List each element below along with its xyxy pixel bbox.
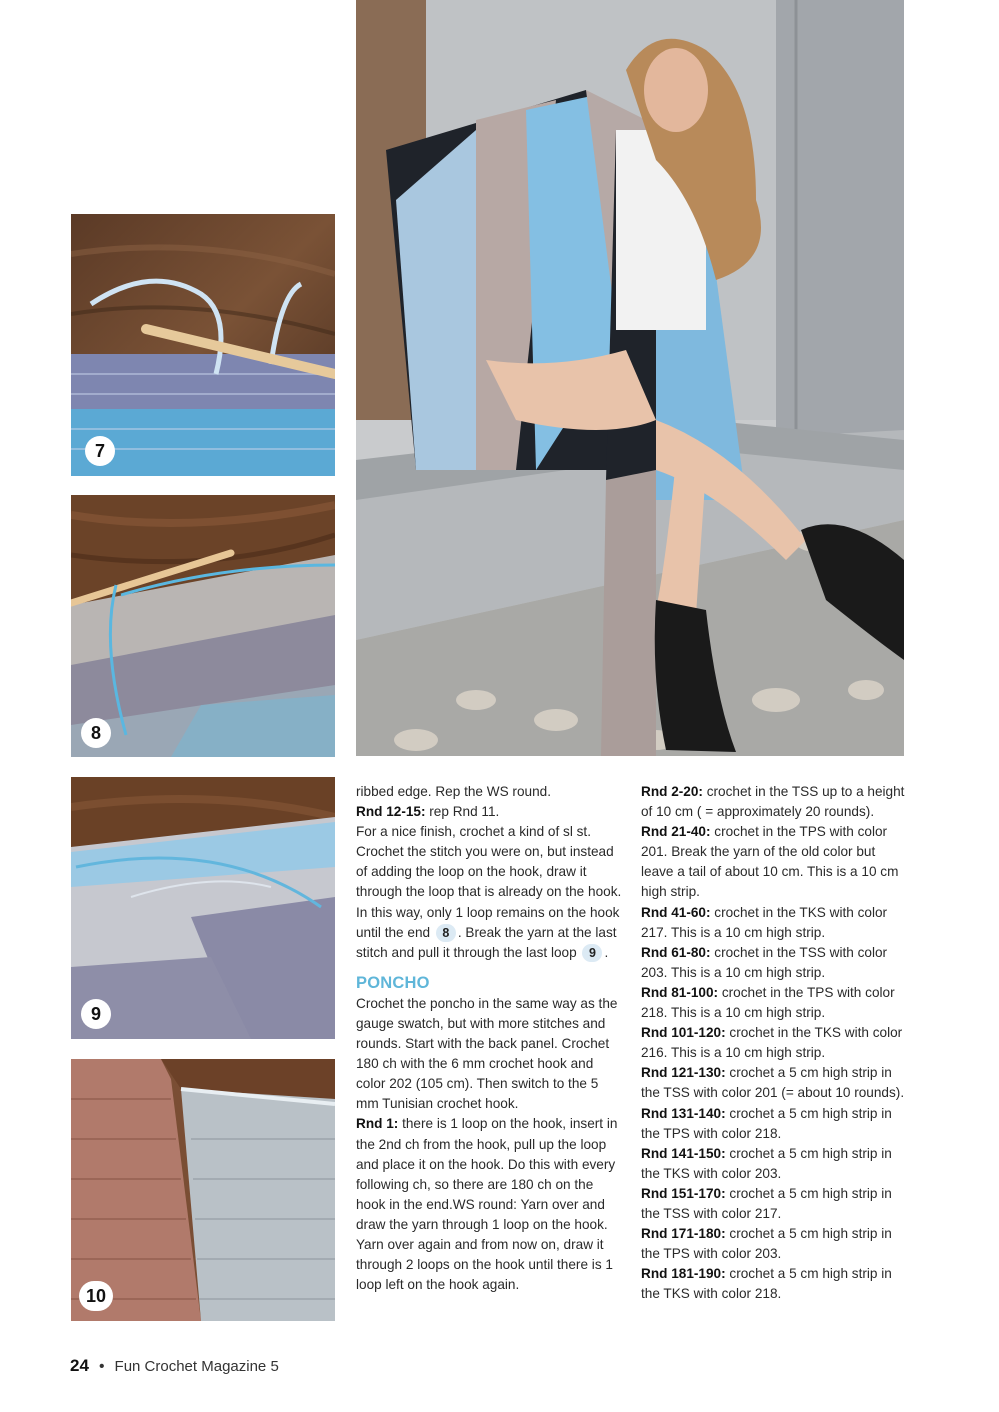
step-8-badge: 8 — [81, 718, 111, 748]
paragraph-rnd-12-15 — [356, 802, 624, 822]
step-9-badge: 9 — [81, 999, 111, 1029]
finish-text-3: . — [604, 944, 609, 960]
page-footer — [70, 1356, 279, 1376]
step-8-photo — [71, 495, 335, 757]
step-ref-8: 8 — [436, 924, 456, 942]
rnd-text: rep Rnd 11. — [425, 804, 500, 820]
paragraph-ribbed-edge: ribbed edge. Rep the WS round. — [356, 784, 551, 799]
rnd-label: Rnd 131-140: — [641, 1105, 726, 1121]
rnd-entry — [641, 1224, 909, 1264]
rnd-text: crochet a 5 cm high strip in the TKS with color 218. — [641, 1266, 892, 1302]
rnd-label: Rnd 12-15: — [356, 804, 426, 820]
rnd-entry — [641, 983, 909, 1023]
step-8-image — [71, 495, 335, 757]
rnd-label: Rnd 181-190: — [641, 1266, 726, 1282]
rnd-entry — [641, 1184, 909, 1224]
rnd-entry — [641, 782, 909, 822]
rnd-text: crochet in the TPS with color 218. This is a 10 cm high strip. — [641, 984, 895, 1021]
rnd-entry — [641, 1063, 909, 1103]
step-ref-9: 9 — [582, 944, 602, 962]
finish-text: For a nice finish, crochet a kind of sl st. Crochet the stitch you were on, but instead of adding the loop on the hook, draw it through the loop that is already on the hook. In this way, only 1 loop remains on the hook until the end — [356, 824, 622, 940]
step-7-badge: 7 — [85, 436, 115, 466]
rnd-entry — [641, 1264, 909, 1304]
paragraph-rnd-1 — [356, 1114, 624, 1295]
step-10-image — [71, 1059, 335, 1321]
rnd-entry — [641, 1144, 909, 1184]
paragraph-poncho-intro: Crochet the poncho in the same way as the gauge swatch, but with more stitches and rounds. Start with the back panel. Crochet 180 ch with the 6 mm crochet hook and color 202 (105 cm). Then switch to the 5 mm Tunisian crochet hook. — [356, 995, 618, 1112]
text-column-1 — [356, 782, 624, 1295]
step-9-image — [71, 777, 335, 1039]
rnd-label: Rnd 151-170: — [641, 1185, 726, 1201]
rnd-entry — [641, 943, 909, 983]
rnd-label: Rnd 2-20: — [641, 784, 703, 799]
rnd-text: crochet a 5 cm high strip in the TKS with color 203. — [641, 1145, 892, 1181]
rnd-text: crochet in the TPS with color 201. Break the yarn of the old color but leave a tail of about 10 cm. This is a 10 cm high strip. — [641, 824, 899, 900]
text-column-2 — [641, 782, 909, 1304]
step-7-photo — [71, 214, 335, 476]
footer-bullet: • — [99, 1358, 105, 1375]
rnd-text: crochet in the TKS with color 216. This is a 10 cm high strip. — [641, 1025, 903, 1061]
magazine-title: Fun Crochet Magazine 5 — [114, 1358, 279, 1375]
rnd-text: crochet a 5 cm high strip in the TSS with color 201 (= about 10 rounds). — [641, 1065, 905, 1101]
step-10-badge: 10 — [79, 1281, 113, 1311]
rnd-label: Rnd 121-130: — [641, 1065, 726, 1081]
rnd-label: Rnd 141-150: — [641, 1145, 726, 1161]
rnd-label: Rnd 81-100: — [641, 984, 719, 1000]
step-7-image — [71, 214, 335, 476]
rnd-text: crochet a 5 cm high strip in the TPS with color 218. — [641, 1105, 892, 1141]
rnd-text: crochet in the TSS up to a height of 10 cm ( = approximately 20 rounds). — [641, 784, 905, 820]
rnd-entry — [641, 822, 909, 902]
step-9-photo — [71, 777, 335, 1039]
model-image — [356, 0, 904, 756]
paragraph-finish — [356, 822, 624, 963]
rnd-text: crochet a 5 cm high strip in the TPS with color 203. — [641, 1226, 892, 1262]
rnd-label: Rnd 21-40: — [641, 824, 711, 840]
rnd-text: crochet in the TSS with color 203. This is a 10 cm high strip. — [641, 944, 888, 980]
rnd-label: Rnd 1: — [356, 1116, 399, 1132]
section-heading-poncho: PONCHO — [356, 973, 430, 992]
page-number: 24 — [70, 1356, 89, 1375]
rnd-text: crochet a 5 cm high strip in the TSS with color 217. — [641, 1185, 892, 1221]
finish-text-2: . Break the yarn at the last stitch and pull it through the last loop — [356, 924, 617, 960]
step-10-photo — [71, 1059, 335, 1321]
rnd-label: Rnd 101-120: — [641, 1025, 726, 1041]
rnd-text: crochet in the TKS with color 217. This is a 10 cm high strip. — [641, 904, 888, 940]
rnd-label: Rnd 171-180: — [641, 1226, 726, 1242]
rnd-text: there is 1 loop on the hook, insert in the 2nd ch from the hook, pull up the loop and place it on the hook. Do this with every following ch, so there are 180 ch on the hook in the end.WS round: Yarn over and draw the yarn through 1 loop on the hook. Yarn over again and from now on, draw it through 2 loops on the hook until there is 1 loop left on the hook again. — [356, 1116, 618, 1293]
rnd-entry — [641, 1104, 909, 1144]
model-photo — [356, 0, 904, 756]
rnd-entry — [641, 1023, 909, 1063]
rnd-label: Rnd 61-80: — [641, 944, 711, 960]
rnd-label: Rnd 41-60: — [641, 904, 711, 920]
rnd-entry — [641, 903, 909, 943]
